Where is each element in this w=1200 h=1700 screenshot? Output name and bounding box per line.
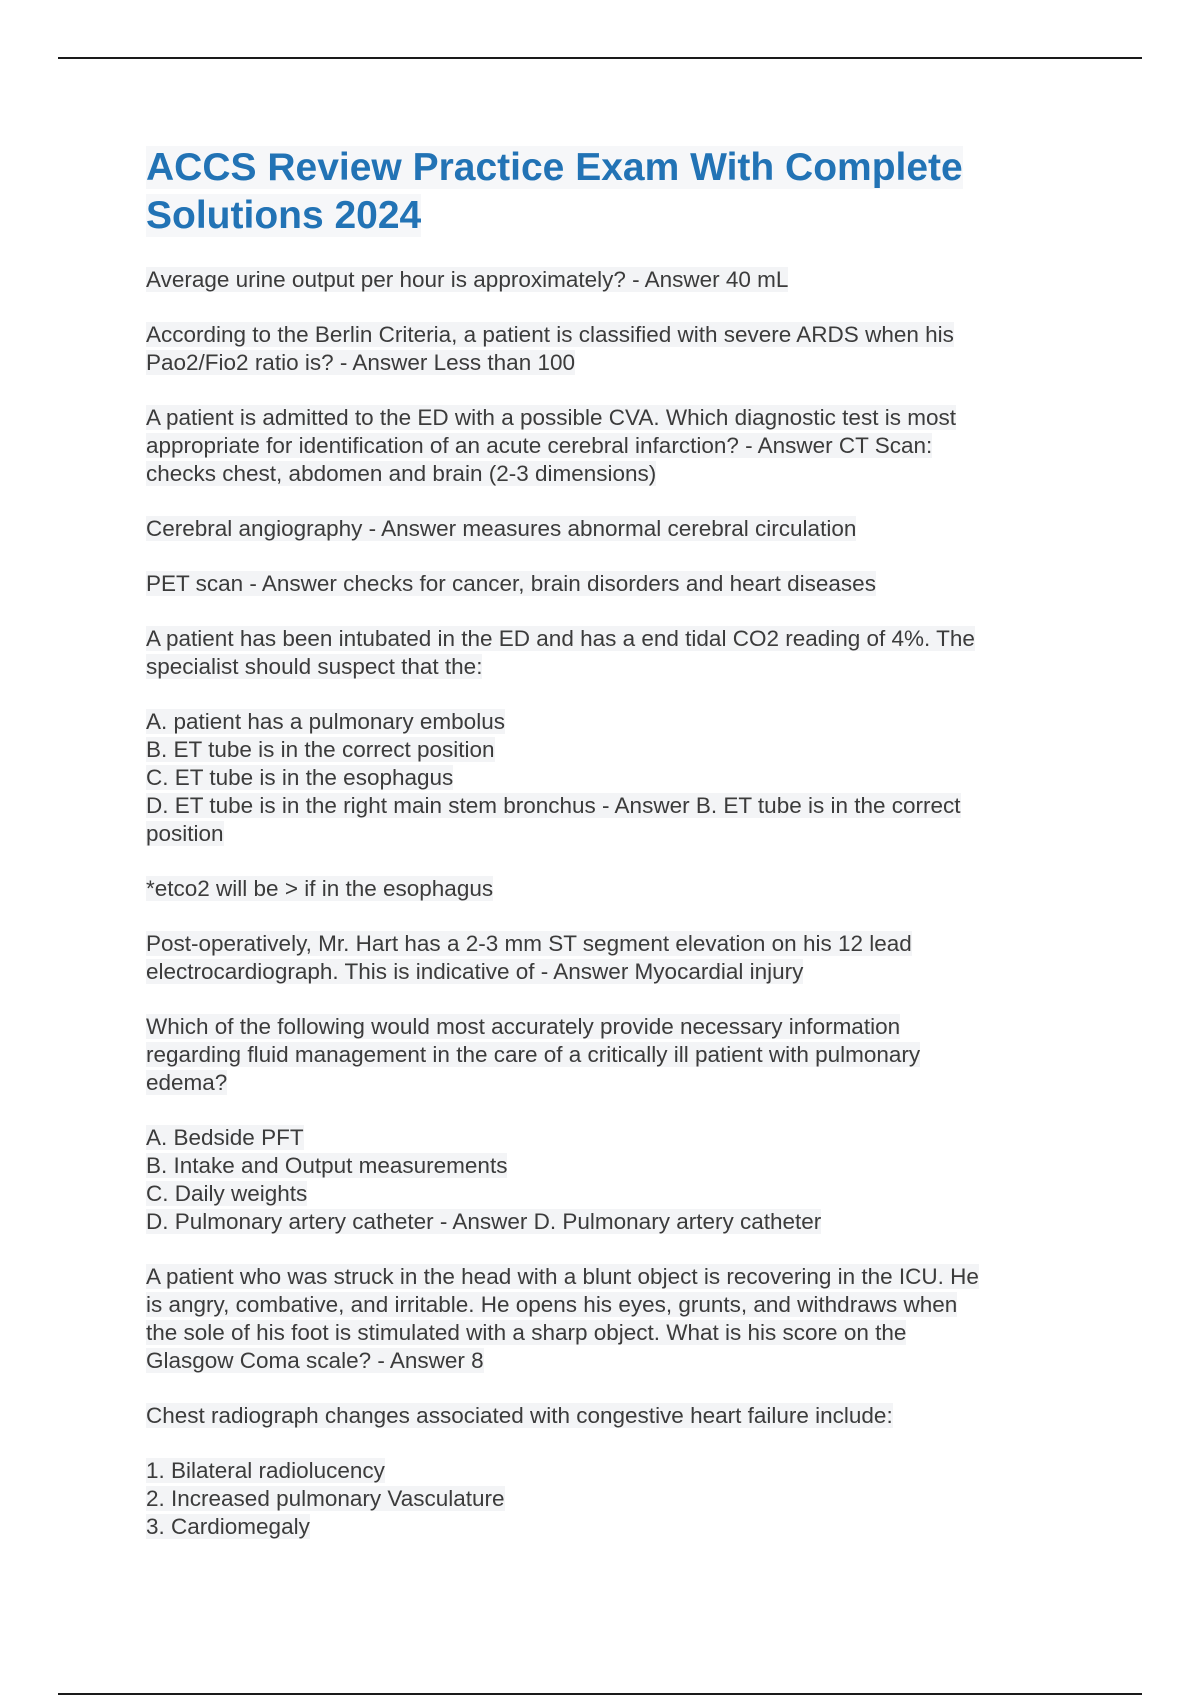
text-run: A. Bedside PFT [146,1125,304,1150]
text-line [146,653,1066,681]
text-line [146,1208,1066,1236]
text-run: specialist should suspect that the: [146,654,483,679]
text-run: PET scan - Answer checks for cancer, brain disorders and heart diseases [146,571,876,596]
qa-list [146,266,1066,1541]
text-line [146,349,1066,377]
text-run: A patient has been intubated in the ED and has a end tidal CO2 reading of 4%. The [146,626,975,651]
qa-item [146,570,1066,598]
qa-item [146,875,1066,903]
text-run: Glasgow Coma scale? - Answer 8 [146,1348,484,1373]
qa-item [146,515,1066,543]
document-title [146,144,1066,240]
text-line [146,1457,1066,1485]
text-line [146,625,1066,653]
text-run: *etco2 will be > if in the esophagus [146,876,494,901]
text-run: appropriate for identification of an acute cerebral infarction? - Answer CT Scan: [146,433,933,458]
text-run: A patient is admitted to the ED with a possible CVA. Which diagnostic test is most [146,405,956,430]
text-run: regarding fluid management in the care of a critically ill patient with pulmonary [146,1042,921,1067]
text-line [146,1180,1066,1208]
qa-item [146,708,1066,848]
text-run: A. patient has a pulmonary embolus [146,709,505,734]
title-line: ACCS Review Practice Exam With Complete [146,146,963,189]
text-line [146,1291,1066,1319]
text-line [146,1263,1066,1291]
text-run: Which of the following would most accurately provide necessary information [146,1014,901,1039]
text-line [146,820,1066,848]
qa-item [146,1124,1066,1236]
text-line [146,321,1066,349]
text-line [146,515,1066,543]
text-run: the sole of his foot is stimulated with a sharp object. What is his score on the [146,1320,907,1345]
text-run: D. ET tube is in the right main stem bronchus - Answer B. ET tube is in the correct [146,793,961,818]
text-line [146,930,1066,958]
text-run: Post-operatively, Mr. Hart has a 2-3 mm ST segment elevation on his 12 lead [146,931,912,956]
text-line [146,1041,1066,1069]
document-page [146,144,1066,1568]
text-line [146,1485,1066,1513]
text-run: Cerebral angiography - Answer measures abnormal cerebral circulation [146,516,857,541]
text-run: 1. Bilateral radiolucency [146,1458,385,1483]
qa-item [146,1013,1066,1097]
qa-item [146,404,1066,488]
text-run: A patient who was struck in the head with a blunt object is recovering in the ICU. He [146,1264,979,1289]
text-line [146,1513,1066,1541]
text-line [146,792,1066,820]
text-run: B. Intake and Output measurements [146,1153,508,1178]
qa-item [146,1402,1066,1430]
text-run: B. ET tube is in the correct position [146,737,495,762]
text-line [146,432,1066,460]
text-line [146,736,1066,764]
qa-item [146,1457,1066,1541]
text-line [146,1347,1066,1375]
text-line [146,1402,1066,1430]
text-line [146,1069,1066,1097]
qa-item [146,321,1066,377]
top-rule [58,57,1142,59]
text-run: edema? [146,1070,228,1095]
text-line [146,460,1066,488]
text-run: checks chest, abdomen and brain (2-3 dimensions) [146,461,657,486]
qa-item [146,930,1066,986]
text-run: position [146,821,224,846]
text-line [146,1124,1066,1152]
text-line [146,875,1066,903]
text-run: C. Daily weights [146,1181,308,1206]
text-run: is angry, combative, and irritable. He opens his eyes, grunts, and withdraws when [146,1292,958,1317]
text-run: Average urine output per hour is approximately? - Answer 40 mL [146,267,789,292]
title-line: Solutions 2024 [146,194,422,237]
text-line [146,1013,1066,1041]
text-run: C. ET tube is in the esophagus [146,765,454,790]
text-line [146,1319,1066,1347]
text-line [146,764,1066,792]
text-run: Chest radiograph changes associated with congestive heart failure include: [146,1403,893,1428]
text-run: electrocardiograph. This is indicative of - Answer Myocardial injury [146,959,804,984]
text-run: D. Pulmonary artery catheter - Answer D. Pulmonary artery catheter [146,1209,822,1234]
text-line [146,570,1066,598]
text-line [146,958,1066,986]
text-run: According to the Berlin Criteria, a patient is classified with severe ARDS when his [146,322,954,347]
qa-item [146,625,1066,681]
text-run: 2. Increased pulmonary Vasculature [146,1486,505,1511]
text-line [146,404,1066,432]
text-run: 3. Cardiomegaly [146,1514,310,1539]
text-line [146,708,1066,736]
qa-item [146,1263,1066,1375]
text-line [146,266,1066,294]
text-run: Pao2/Fio2 ratio is? - Answer Less than 100 [146,350,575,375]
text-line [146,1152,1066,1180]
qa-item [146,266,1066,294]
bottom-rule [58,1693,1142,1695]
